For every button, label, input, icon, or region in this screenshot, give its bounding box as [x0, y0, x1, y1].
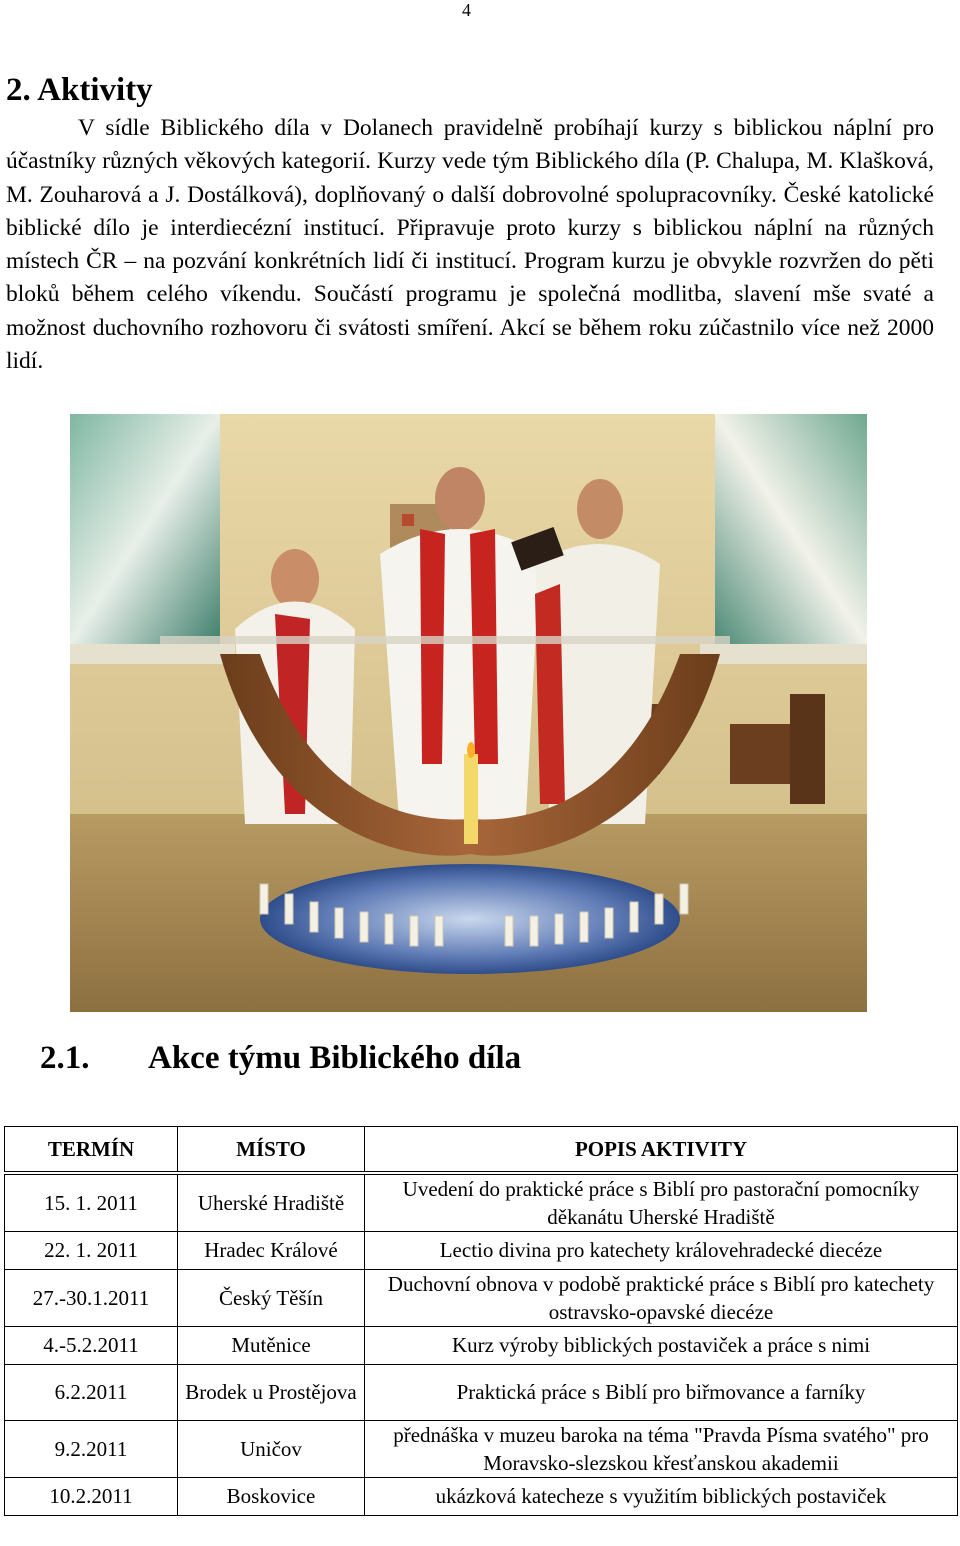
cell-description: Praktická práce s Biblí pro biřmovance a farníky — [365, 1364, 958, 1420]
cell-date: 27.-30.1.2011 — [5, 1269, 178, 1326]
header-place: MÍSTO — [178, 1127, 365, 1173]
events-table — [4, 1126, 958, 1516]
cell-date: 4.-5.2.2011 — [5, 1326, 178, 1364]
cell-date: 15. 1. 2011 — [5, 1173, 178, 1232]
cell-place: Uničov — [178, 1420, 365, 1477]
cell-description: Lectio divina pro katechety královehradecké diecéze — [365, 1231, 958, 1269]
table-row — [5, 1326, 958, 1364]
cell-place: Český Těšín — [178, 1269, 365, 1326]
cell-place: Uherské Hradiště — [178, 1173, 365, 1232]
section-paragraph — [6, 112, 934, 378]
cell-date: 9.2.2011 — [5, 1420, 178, 1477]
paragraph-text: V sídle Biblického díla v Dolanech pravidelně probíhají kurzy s biblickou náplní pro účastníky různých věkových kategorií. Kurzy vede tým Biblického díla (P. Chalupa, M. Klašková, M. Zouharová a J. Dostálková), doplňovaný o další dobrovolné spolupracovníky. České katolické biblické dílo je interdiecézní institucí. Připravuje proto kurzy s biblickou náplní na různých místech ČR – na pozvání konkrétních lidí či institucí. Program kurzu je obvykle rozvržen do pěti bloků během celého víkendu. Součástí programu je společná modlitba, slavení mše svaté a možnost duchovního rozhovoru či svátosti smíření. Akcí se během roku zúčastnilo více než 2000 lidí. — [6, 115, 934, 375]
cell-description: Uvedení do praktické práce s Biblí pro pastorační pomocníky děkanátu Uherské Hradiště — [365, 1173, 958, 1232]
photo-liturgy — [70, 414, 867, 1012]
cell-description: Kurz výroby biblických postaviček a práce s nimi — [365, 1326, 958, 1364]
cell-place: Brodek u Prostějova — [178, 1364, 365, 1420]
cell-date: 22. 1. 2011 — [5, 1231, 178, 1269]
table-row — [5, 1420, 958, 1477]
photo-illustration — [70, 414, 867, 1012]
cell-date: 10.2.2011 — [5, 1477, 178, 1515]
cell-place: Hradec Králové — [178, 1231, 365, 1269]
table-row — [5, 1364, 958, 1420]
header-description: POPIS AKTIVITY — [365, 1127, 958, 1173]
section-heading: 2. Aktivity — [6, 72, 153, 108]
table-row — [5, 1477, 958, 1515]
table-header-row — [5, 1127, 958, 1173]
table-row — [5, 1269, 958, 1326]
cell-description: přednáška v muzeu baroka na téma "Pravda Písma svatého" pro Moravsko-slezskou křesťanskou akademii — [365, 1420, 958, 1477]
subsection-title: Akce týmu Biblického díla — [148, 1040, 522, 1076]
page-number: 4 — [462, 0, 471, 20]
cell-place: Mutěnice — [178, 1326, 365, 1364]
cell-description: Duchovní obnova v podobě praktické práce s Biblí pro katechety ostravsko-opavské diecéze — [365, 1269, 958, 1326]
cell-date: 6.2.2011 — [5, 1364, 178, 1420]
subsection-heading — [40, 1040, 521, 1077]
header-date: TERMÍN — [5, 1127, 178, 1173]
table-row — [5, 1173, 958, 1232]
subsection-number: 2.1. — [40, 1040, 90, 1076]
table-row — [5, 1231, 958, 1269]
cell-place: Boskovice — [178, 1477, 365, 1515]
cell-description: ukázková katecheze s využitím biblických postaviček — [365, 1477, 958, 1515]
